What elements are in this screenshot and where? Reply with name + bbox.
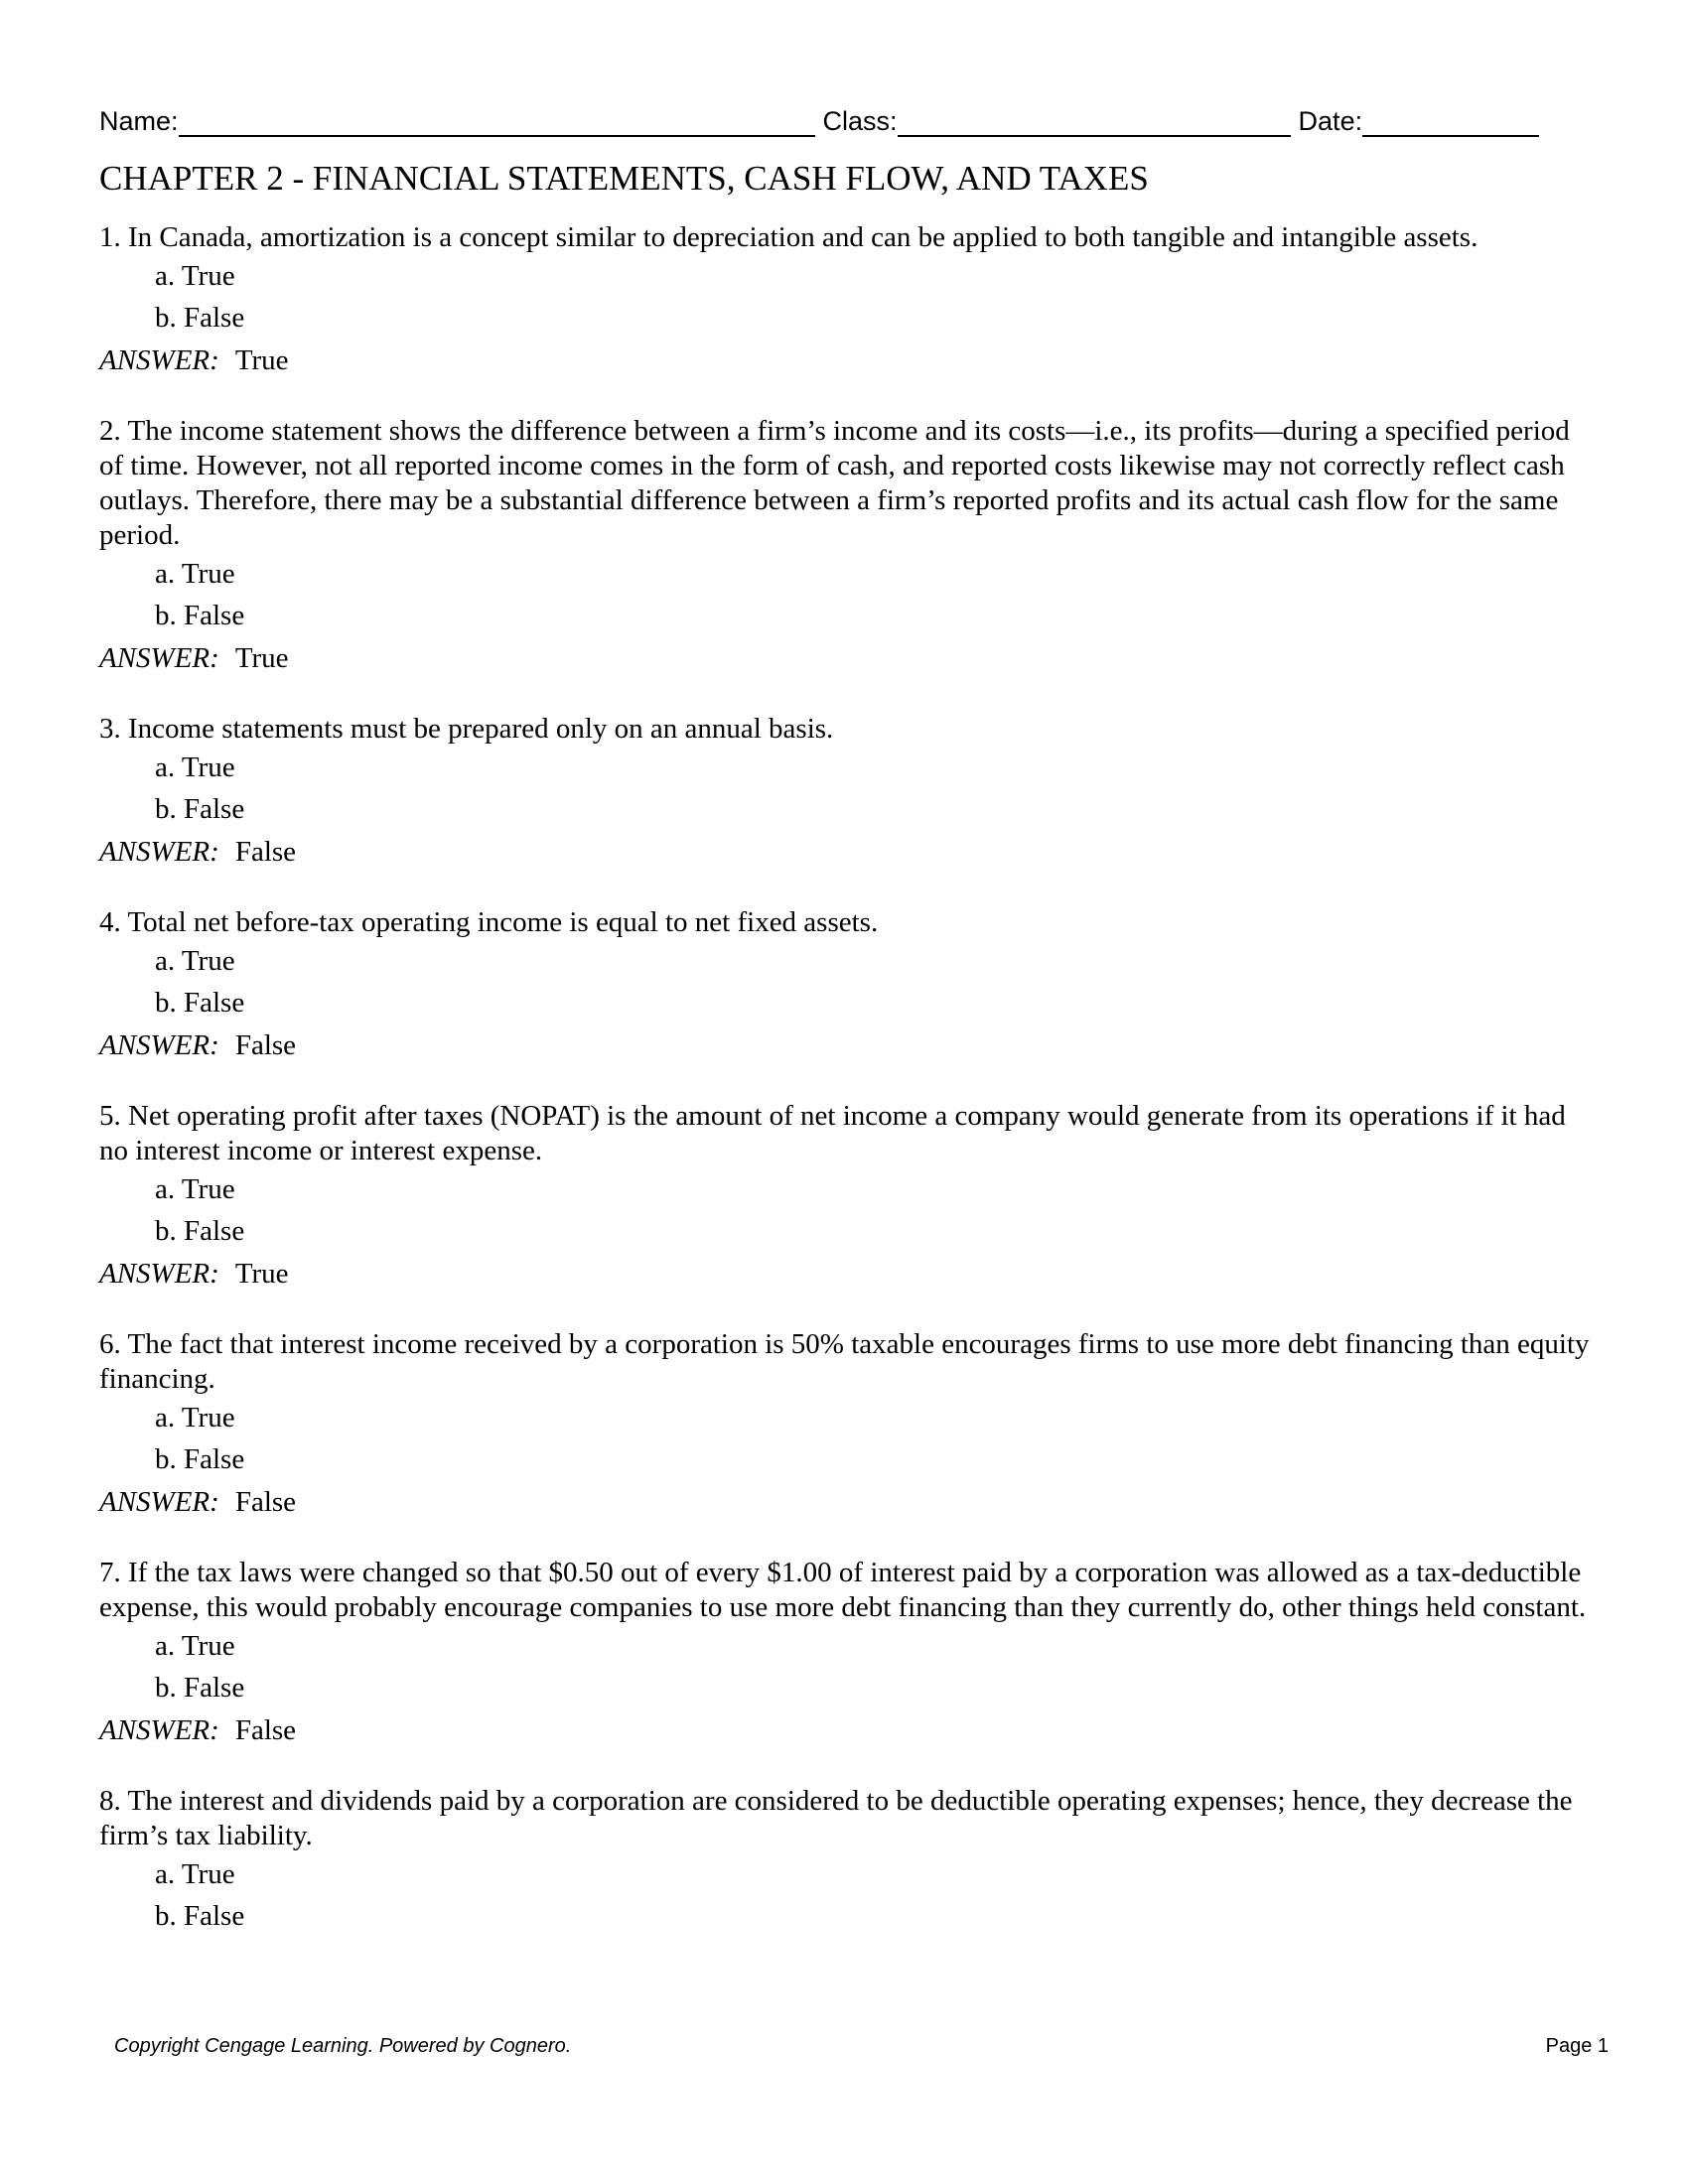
answer-line bbox=[99, 1252, 1599, 1296]
date-blank-line bbox=[1362, 105, 1539, 137]
answer-option: a. True bbox=[155, 751, 235, 783]
page-footer bbox=[114, 2035, 1609, 2058]
question-text: 3. Income statements must be prepared only on an annual basis. bbox=[99, 713, 834, 745]
answer-option: b. False bbox=[155, 987, 245, 1019]
question-text: 7. If the tax laws were changed so that $0.50 out of every $1.00 of interest paid by a corporation was allowed as a tax-deductible expense, this would probably encourage companies to use more debt financing than they currently do, other things held constant. bbox=[99, 1557, 1587, 1623]
answer-option: a. True bbox=[155, 1402, 235, 1433]
answer-line bbox=[99, 830, 1599, 874]
student-info-header bbox=[99, 97, 1589, 137]
question-item bbox=[99, 414, 1599, 680]
copyright-notice: Copyright Cengage Learning. Powered by Cognero. bbox=[114, 2035, 572, 2057]
answer-line bbox=[99, 1024, 1599, 1067]
answer-option: a. True bbox=[155, 945, 235, 977]
question-item bbox=[99, 1099, 1599, 1296]
question-item bbox=[99, 1327, 1599, 1524]
answer-label: ANSWER: bbox=[99, 836, 219, 868]
answer-label: ANSWER: bbox=[99, 1029, 219, 1061]
answer-value: True bbox=[234, 1258, 289, 1290]
answer-option: a. True bbox=[155, 260, 235, 292]
class-label: Class: bbox=[822, 106, 898, 136]
answer-option: b. False bbox=[155, 600, 245, 631]
answer-line bbox=[99, 1708, 1599, 1752]
question-item bbox=[99, 905, 1599, 1067]
question-text: 2. The income statement shows the difference between a firm’s income and its costs—i.e., its profits—during a specified period of time. However, not all reported income comes in the form of cash, and reported costs likewise may not correctly reflect cash outlays. Therefore, there may be a substantial difference between a firm’s reported profits and its actual cash flow for the same period. bbox=[99, 415, 1570, 551]
question-text: 1. In Canada, amortization is a concept similar to depreciation and can be applied to both tangible and intangible assets. bbox=[99, 221, 1478, 253]
answer-value: False bbox=[234, 1486, 297, 1518]
answer-option: b. False bbox=[155, 1215, 245, 1247]
answer-line bbox=[99, 636, 1599, 680]
chapter-title: CHAPTER 2 - FINANCIAL STATEMENTS, CASH FLOW, AND TAXES bbox=[99, 159, 1149, 198]
answer-value: True bbox=[234, 642, 289, 674]
answer-label: ANSWER: bbox=[99, 1258, 219, 1290]
answer-option: b. False bbox=[155, 1900, 245, 1932]
question-text: 6. The fact that interest income received by a corporation is 50% taxable encourages firms to use more debt financing than equity financing. bbox=[99, 1328, 1590, 1395]
question-item bbox=[99, 1784, 1599, 1937]
answer-option: a. True bbox=[155, 1630, 235, 1662]
answer-label: ANSWER: bbox=[99, 344, 219, 376]
answer-option: a. True bbox=[155, 558, 235, 590]
answer-option: a. True bbox=[155, 1858, 235, 1890]
question-text: 4. Total net before-tax operating income is equal to net fixed assets. bbox=[99, 906, 879, 938]
question-item bbox=[99, 1556, 1599, 1752]
question-item bbox=[99, 712, 1599, 874]
answer-value: False bbox=[234, 1714, 297, 1746]
question-item bbox=[99, 220, 1599, 382]
class-blank-line bbox=[898, 105, 1291, 137]
question-text: 5. Net operating profit after taxes (NOPAT) is the amount of net income a company would generate from its operations if it had no interest income or interest expense. bbox=[99, 1100, 1566, 1166]
answer-option: b. False bbox=[155, 793, 245, 825]
answer-option: b. False bbox=[155, 1443, 245, 1475]
question-list bbox=[99, 220, 1599, 1937]
answer-line bbox=[99, 1480, 1599, 1524]
name-blank-line bbox=[179, 105, 815, 137]
answer-value: False bbox=[234, 1029, 297, 1061]
date-label: Date: bbox=[1298, 106, 1363, 136]
answer-value: False bbox=[234, 836, 297, 868]
page-number: Page 1 bbox=[1545, 2035, 1609, 2057]
name-label: Name: bbox=[99, 106, 179, 136]
answer-option: b. False bbox=[155, 302, 245, 334]
question-text: 8. The interest and dividends paid by a corporation are considered to be deductible operating expenses; hence, they decrease the firm’s tax liability. bbox=[99, 1785, 1573, 1851]
answer-value: True bbox=[234, 344, 289, 376]
answer-option: a. True bbox=[155, 1173, 235, 1205]
answer-label: ANSWER: bbox=[99, 1714, 219, 1746]
answer-line bbox=[99, 339, 1599, 382]
answer-label: ANSWER: bbox=[99, 1486, 219, 1518]
answer-option: b. False bbox=[155, 1672, 245, 1704]
answer-label: ANSWER: bbox=[99, 642, 219, 674]
